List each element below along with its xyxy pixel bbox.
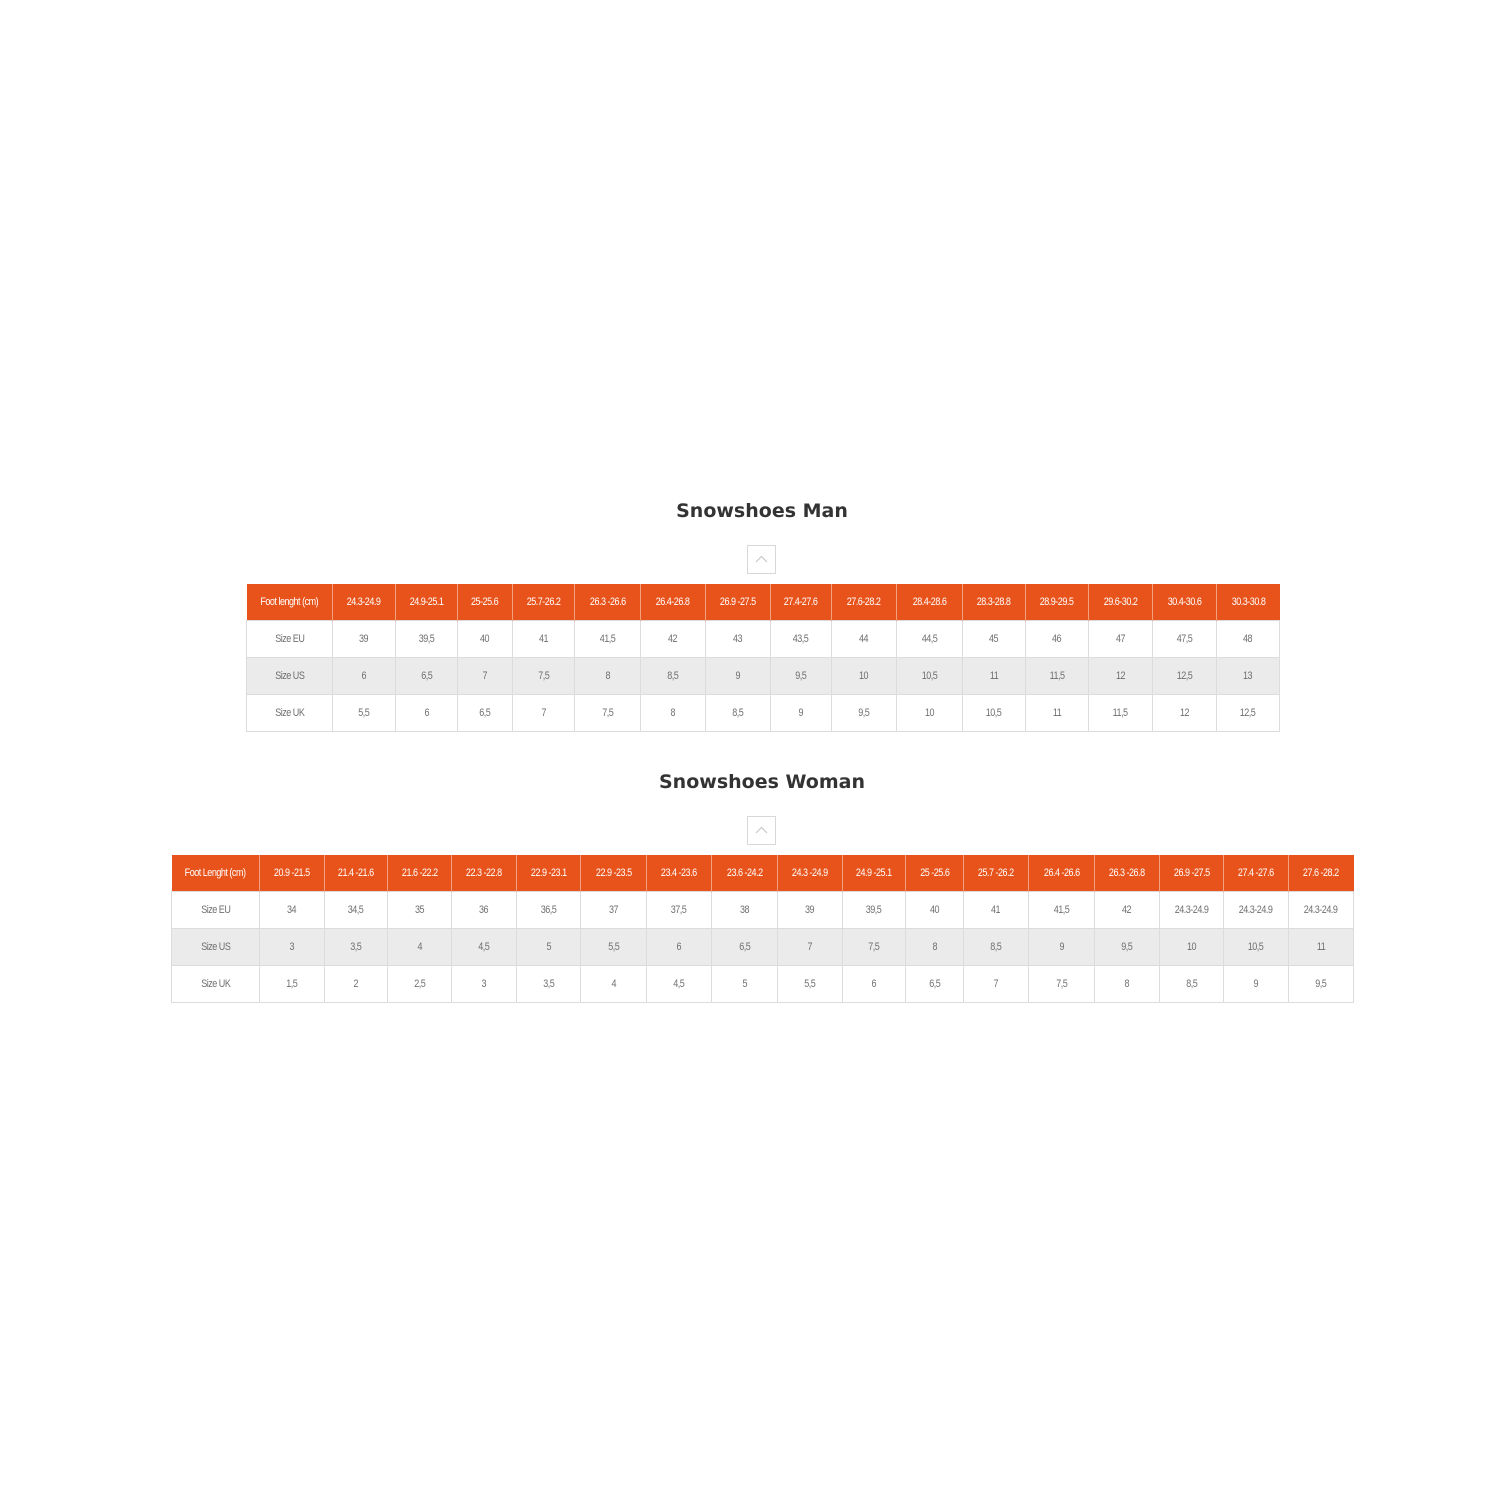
- header-text: 27.6-28.2: [847, 596, 881, 608]
- size-cell: [1089, 658, 1153, 695]
- cell-text: 34,5: [348, 904, 364, 916]
- cell-text: 10: [1186, 941, 1197, 953]
- cell-text: 11: [1316, 941, 1326, 953]
- foot-length-header: [771, 584, 832, 621]
- cell-text: 40: [480, 633, 490, 645]
- woman-size-table: [171, 855, 1354, 1003]
- header-text: 30.3-30.8: [1231, 596, 1266, 608]
- header-text: 27.4 -27.6: [1238, 867, 1274, 879]
- table-row: [247, 658, 1280, 695]
- size-cell: [771, 658, 832, 695]
- size-cell: [388, 966, 452, 1003]
- size-cell: [1224, 929, 1289, 966]
- cell-text: 3,5: [542, 978, 555, 990]
- cell-text: 5: [546, 941, 551, 953]
- cell-text: 9: [735, 670, 741, 682]
- size-cell: [260, 929, 325, 966]
- table-header-row: [247, 584, 1280, 621]
- size-cell: [1160, 966, 1224, 1003]
- cell-text: 6,5: [420, 670, 433, 682]
- cell-text: 9,5: [1121, 941, 1133, 953]
- cell-text: 4,5: [673, 978, 685, 990]
- row-label: [172, 966, 260, 1003]
- size-cell: [452, 892, 517, 929]
- header-text: 25.7 -26.2: [978, 867, 1014, 879]
- foot-length-header: [778, 855, 843, 892]
- size-cell: [513, 658, 575, 695]
- size-cell: [325, 929, 388, 966]
- size-cell: [906, 966, 964, 1003]
- row-label-header: [172, 855, 260, 892]
- size-cell: [843, 929, 906, 966]
- size-cell: [641, 658, 706, 695]
- size-cell: [1026, 658, 1089, 695]
- scroll-up-button[interactable]: [747, 545, 776, 574]
- size-cell: [396, 658, 458, 695]
- size-cell: [581, 966, 647, 1003]
- cell-text: 2,5: [413, 978, 426, 990]
- foot-length-header: [1095, 855, 1160, 892]
- foot-length-header: [647, 855, 712, 892]
- cell-text: Size UK: [274, 707, 305, 719]
- size-cell: [333, 621, 396, 658]
- cell-text: 3,5: [350, 941, 362, 953]
- cell-text: 37: [608, 904, 619, 916]
- size-cell: [832, 695, 897, 732]
- cell-text: 43,5: [793, 633, 809, 645]
- cell-text: 39: [805, 904, 815, 916]
- size-cell: [452, 929, 517, 966]
- table-row: [247, 621, 1280, 658]
- cell-text: Size US: [200, 941, 231, 953]
- cell-text: 4,5: [478, 941, 490, 953]
- size-cell: [843, 892, 906, 929]
- cell-text: Size EU: [200, 904, 231, 916]
- size-cell: [575, 621, 641, 658]
- cell-text: 43: [733, 633, 743, 645]
- header-text: 28.9-29.5: [1040, 596, 1074, 608]
- size-cell: [513, 621, 575, 658]
- cell-text: 47,5: [1176, 633, 1193, 645]
- cell-text: 41,5: [1053, 904, 1070, 916]
- cell-text: 36,5: [540, 904, 557, 916]
- cell-text: 40: [929, 904, 940, 916]
- cell-text: 6,5: [738, 941, 751, 953]
- foot-length-header: [832, 584, 897, 621]
- cell-text: 7,5: [1055, 978, 1068, 990]
- header-text: 27.4-27.6: [784, 596, 818, 608]
- cell-text: 5,5: [804, 978, 816, 990]
- foot-length-header: [1160, 855, 1224, 892]
- cell-text: 8: [605, 670, 610, 682]
- cell-text: 6: [361, 670, 367, 682]
- size-cell: [1217, 695, 1280, 732]
- cell-text: 11: [989, 670, 999, 682]
- cell-text: 38: [739, 904, 750, 916]
- size-cell: [333, 658, 396, 695]
- foot-length-header: [1089, 584, 1153, 621]
- cell-text: 10,5: [921, 670, 938, 682]
- header-text: 26.4 -26.6: [1043, 867, 1080, 879]
- cell-text: 34: [287, 904, 297, 916]
- cell-text: 39,5: [418, 633, 435, 645]
- size-cell: [647, 966, 712, 1003]
- size-cell: [1160, 929, 1224, 966]
- foot-length-header: [396, 584, 458, 621]
- row-label: [172, 892, 260, 929]
- cell-text: 6,5: [928, 978, 941, 990]
- size-cell: [1029, 892, 1095, 929]
- section-title: Snowshoes Woman: [659, 771, 865, 793]
- cell-text: 7,5: [868, 941, 880, 953]
- cell-text: 10: [924, 707, 935, 719]
- header-text: 26.3 -26.8: [1109, 867, 1145, 879]
- cell-text: 11,5: [1113, 707, 1128, 719]
- size-cell: [641, 621, 706, 658]
- chevron-up-icon: [755, 555, 768, 563]
- foot-length-header: [1224, 855, 1289, 892]
- size-cell: [712, 966, 778, 1003]
- size-cell: [517, 966, 581, 1003]
- size-cell: [1089, 695, 1153, 732]
- size-cell: [778, 892, 843, 929]
- size-cell: [458, 695, 513, 732]
- cell-text: 6: [871, 978, 877, 990]
- header-text: 23.6 -24.2: [726, 867, 763, 879]
- header-text: 21.6 -22.2: [401, 867, 438, 879]
- size-cell: [581, 892, 647, 929]
- cell-text: Size UK: [200, 978, 231, 990]
- size-cell: [1224, 892, 1289, 929]
- size-cell: [333, 695, 396, 732]
- cell-text: 4: [611, 978, 616, 990]
- cell-text: 5,5: [607, 941, 620, 953]
- cell-text: 12: [1115, 670, 1126, 682]
- table-row: [172, 892, 1354, 929]
- size-cell: [712, 892, 778, 929]
- size-cell: [581, 929, 647, 966]
- cell-text: 9,5: [1315, 978, 1327, 990]
- header-text: 22.9 -23.5: [595, 867, 632, 879]
- foot-length-header: [1289, 855, 1354, 892]
- size-cell: [396, 621, 458, 658]
- header-text: 26.4-26.8: [656, 596, 690, 608]
- size-cell: [458, 621, 513, 658]
- man-size-section: [0, 496, 1500, 719]
- cell-text: 13: [1243, 670, 1253, 682]
- cell-text: 24.3-24.9: [1239, 904, 1273, 916]
- foot-length-header: [843, 855, 906, 892]
- cell-text: 7: [807, 941, 813, 953]
- size-cell: [771, 621, 832, 658]
- size-cell: [452, 966, 517, 1003]
- header-text: 24.3-24.9: [347, 596, 381, 608]
- cell-text: 44: [859, 633, 869, 645]
- size-cell: [832, 621, 897, 658]
- size-cell: [1289, 892, 1354, 929]
- header-text: 24.3 -24.9: [792, 867, 828, 879]
- header-text: 28.3-28.8: [977, 596, 1011, 608]
- size-cell: [388, 892, 452, 929]
- row-label: [247, 695, 333, 732]
- size-cell: [897, 658, 963, 695]
- header-text: 25-25.6: [471, 596, 499, 608]
- cell-text: 36: [479, 904, 489, 916]
- cell-text: 4: [417, 941, 422, 953]
- size-cell: [964, 966, 1029, 1003]
- cell-text: 9: [1253, 978, 1259, 990]
- woman-size-section: [0, 767, 1500, 990]
- cell-text: 41: [991, 904, 1001, 916]
- cell-text: 7: [482, 670, 488, 682]
- man-size-table: [246, 584, 1280, 732]
- cell-text: 9: [1059, 941, 1064, 953]
- header-text: 25.7-26.2: [526, 596, 561, 608]
- cell-text: 46: [1052, 633, 1062, 645]
- header-text: 21.4 -21.6: [338, 867, 374, 879]
- size-cell: [458, 658, 513, 695]
- table-row: [247, 695, 1280, 732]
- cell-text: 6: [424, 707, 429, 719]
- size-cell: [1224, 966, 1289, 1003]
- size-cell: [1089, 621, 1153, 658]
- cell-text: 45: [989, 633, 999, 645]
- foot-length-header: [333, 584, 396, 621]
- cell-text: 8,5: [990, 941, 1002, 953]
- foot-length-header: [906, 855, 964, 892]
- header-text: 28.4-28.6: [912, 596, 947, 608]
- cell-text: 39,5: [866, 904, 882, 916]
- foot-length-header: [897, 584, 963, 621]
- size-cell: [647, 892, 712, 929]
- section-title: Snowshoes Man: [676, 500, 848, 522]
- cell-text: 2: [353, 978, 359, 990]
- size-cell: [1160, 892, 1224, 929]
- foot-length-header: [581, 855, 647, 892]
- size-cell: [897, 621, 963, 658]
- size-cell: [1289, 966, 1354, 1003]
- cell-text: 8: [1124, 978, 1130, 990]
- table-header-row: [172, 855, 1354, 892]
- header-text: Foot Lenght (cm): [184, 867, 246, 879]
- cell-text: 35: [414, 904, 425, 916]
- foot-length-header: [964, 855, 1029, 892]
- size-cell: [832, 658, 897, 695]
- size-cell: [1026, 621, 1089, 658]
- cell-text: 37,5: [671, 904, 687, 916]
- foot-length-header: [706, 584, 771, 621]
- row-label: [247, 658, 333, 695]
- cell-text: 48: [1243, 633, 1253, 645]
- size-cell: [1029, 929, 1095, 966]
- size-cell: [396, 695, 458, 732]
- cell-text: 10,5: [1248, 941, 1264, 953]
- size-cell: [1095, 929, 1160, 966]
- table-row: [172, 966, 1354, 1003]
- cell-text: 42: [1122, 904, 1132, 916]
- size-cell: [897, 695, 963, 732]
- size-cell: [1095, 892, 1160, 929]
- size-cell: [325, 966, 388, 1003]
- cell-text: 12,5: [1176, 670, 1193, 682]
- size-cell: [706, 621, 771, 658]
- cell-text: 12: [1179, 707, 1190, 719]
- size-cell: [641, 695, 706, 732]
- size-cell: [1289, 929, 1354, 966]
- foot-length-header: [575, 584, 641, 621]
- size-cell: [706, 695, 771, 732]
- size-cell: [706, 658, 771, 695]
- size-cell: [325, 892, 388, 929]
- header-text: 25 -25.6: [919, 867, 950, 879]
- foot-length-header: [1026, 584, 1089, 621]
- cell-text: 7: [993, 978, 999, 990]
- size-cell: [964, 892, 1029, 929]
- size-cell: [1153, 695, 1217, 732]
- size-cell: [1217, 658, 1280, 695]
- cell-text: 9,5: [858, 707, 870, 719]
- header-text: 20.9 -21.5: [274, 867, 310, 879]
- size-cell: [1153, 658, 1217, 695]
- cell-text: Size EU: [274, 633, 305, 645]
- size-cell: [771, 695, 832, 732]
- foot-length-header: [517, 855, 581, 892]
- scroll-up-button[interactable]: [747, 816, 776, 845]
- size-cell: [647, 929, 712, 966]
- size-cell: [575, 695, 641, 732]
- cell-text: 42: [668, 633, 678, 645]
- size-cell: [517, 929, 581, 966]
- size-cell: [260, 892, 325, 929]
- cell-text: 8: [932, 941, 937, 953]
- header-text: 26.3 -26.6: [589, 596, 626, 608]
- cell-text: 10,5: [986, 707, 1002, 719]
- cell-text: 24.3-24.9: [1304, 904, 1338, 916]
- foot-length-header: [513, 584, 575, 621]
- row-label-header: [247, 584, 333, 621]
- cell-text: 3: [481, 978, 487, 990]
- foot-length-header: [458, 584, 513, 621]
- size-cell: [1153, 621, 1217, 658]
- size-cell: [778, 929, 843, 966]
- row-label: [247, 621, 333, 658]
- size-cell: [843, 966, 906, 1003]
- cell-text: 5: [742, 978, 747, 990]
- chevron-up-icon: [755, 826, 768, 834]
- cell-text: 7,5: [537, 670, 550, 682]
- foot-length-header: [1029, 855, 1095, 892]
- table-row: [172, 929, 1354, 966]
- cell-text: 1,5: [286, 978, 298, 990]
- size-cell: [575, 658, 641, 695]
- cell-text: 39: [359, 633, 369, 645]
- size-cell: [906, 929, 964, 966]
- header-text: 29.6-30.2: [1103, 596, 1138, 608]
- cell-text: 12,5: [1240, 707, 1256, 719]
- foot-length-header: [388, 855, 452, 892]
- cell-text: 24.3-24.9: [1174, 904, 1209, 916]
- cell-text: 8: [670, 707, 676, 719]
- cell-text: 9,5: [795, 670, 807, 682]
- size-cell: [712, 929, 778, 966]
- size-cell: [1026, 695, 1089, 732]
- row-label: [172, 929, 260, 966]
- cell-text: 8,5: [1185, 978, 1198, 990]
- cell-text: 11,5: [1049, 670, 1065, 682]
- size-cell: [1095, 966, 1160, 1003]
- cell-text: 41,5: [599, 633, 616, 645]
- size-cell: [963, 658, 1026, 695]
- foot-length-header: [712, 855, 778, 892]
- cell-text: 44,5: [921, 633, 938, 645]
- header-text: 24.9 -25.1: [856, 867, 892, 879]
- size-cell: [388, 929, 452, 966]
- size-cell: [963, 695, 1026, 732]
- size-cell: [964, 929, 1029, 966]
- header-text: 24.9-25.1: [409, 596, 444, 608]
- header-text: 22.3 -22.8: [466, 867, 502, 879]
- foot-length-header: [260, 855, 325, 892]
- header-text: 30.4-30.6: [1167, 596, 1202, 608]
- foot-length-header: [1153, 584, 1217, 621]
- cell-text: 3: [289, 941, 295, 953]
- size-cell: [906, 892, 964, 929]
- foot-length-header: [1217, 584, 1280, 621]
- header-text: 27.6 -28.2: [1303, 867, 1340, 879]
- size-cell: [1029, 966, 1095, 1003]
- cell-text: 8,5: [667, 670, 679, 682]
- size-cell: [778, 966, 843, 1003]
- cell-text: 6,5: [479, 707, 491, 719]
- foot-length-header: [452, 855, 517, 892]
- header-text: 26.9 -27.5: [1173, 867, 1210, 879]
- cell-text: 7: [541, 707, 546, 719]
- header-text: 26.9 -27.5: [720, 596, 756, 608]
- cell-text: 9: [798, 707, 804, 719]
- cell-text: 10: [859, 670, 869, 682]
- cell-text: 5,5: [358, 707, 370, 719]
- cell-text: 7,5: [601, 707, 614, 719]
- size-cell: [1217, 621, 1280, 658]
- cell-text: 8,5: [732, 707, 744, 719]
- foot-length-header: [963, 584, 1026, 621]
- foot-length-header: [641, 584, 706, 621]
- foot-length-header: [325, 855, 388, 892]
- cell-text: 47: [1115, 633, 1126, 645]
- size-cell: [513, 695, 575, 732]
- size-cell: [963, 621, 1026, 658]
- cell-text: Size US: [274, 670, 305, 682]
- cell-text: 41: [538, 633, 549, 645]
- size-cell: [517, 892, 581, 929]
- header-text: Foot lenght (cm): [260, 596, 319, 608]
- header-text: 22.9 -23.1: [530, 867, 567, 879]
- size-cell: [260, 966, 325, 1003]
- cell-text: 6: [676, 941, 682, 953]
- header-text: 23.4 -23.6: [661, 867, 697, 879]
- cell-text: 11: [1052, 707, 1062, 719]
